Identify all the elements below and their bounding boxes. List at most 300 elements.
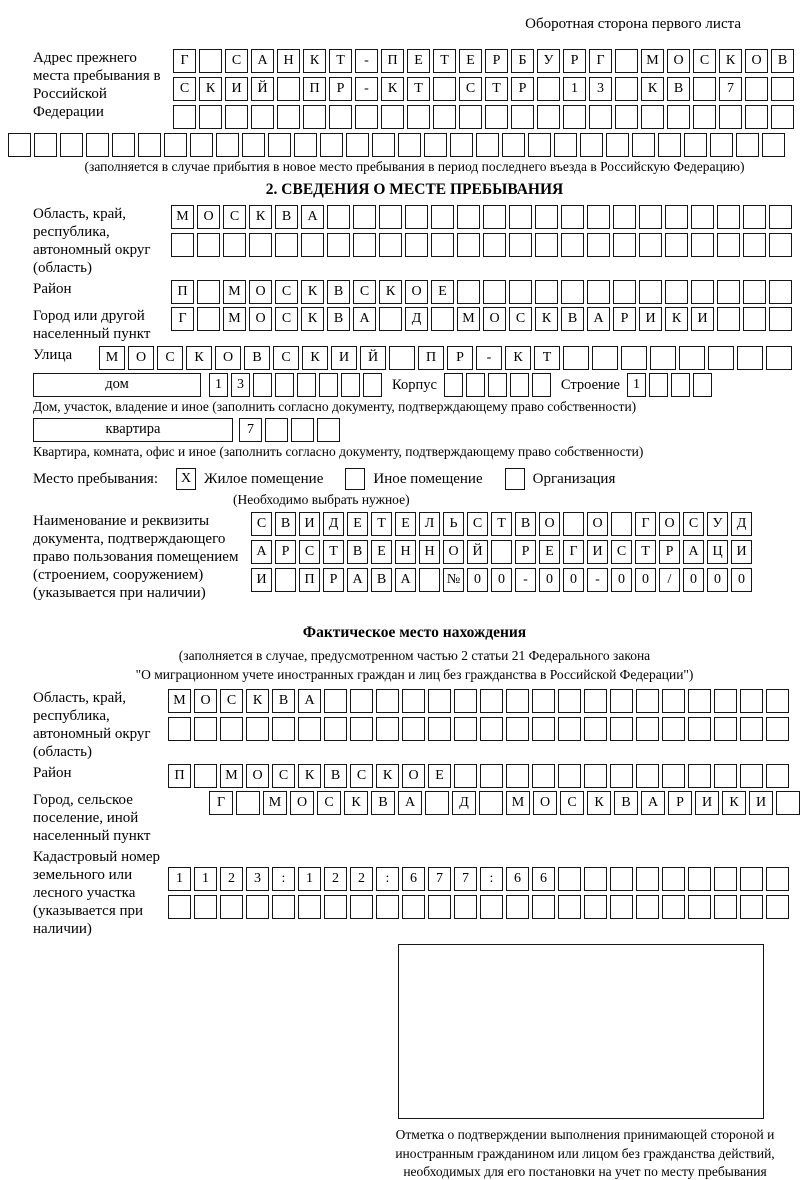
char-cell[interactable]: Е — [431, 280, 454, 304]
char-cell[interactable] — [506, 764, 529, 788]
char-cell[interactable]: Б — [511, 49, 534, 73]
char-cell[interactable] — [405, 233, 428, 257]
char-cell[interactable]: О — [246, 764, 269, 788]
char-cell[interactable]: № — [443, 568, 464, 592]
char-cell[interactable] — [693, 105, 716, 129]
char-cell[interactable] — [431, 307, 454, 331]
char-cell[interactable]: 1 — [627, 373, 646, 397]
char-cell[interactable] — [506, 717, 529, 741]
char-cell[interactable] — [168, 895, 191, 919]
char-cell[interactable]: 3 — [231, 373, 250, 397]
char-cell[interactable] — [710, 133, 733, 157]
char-cell[interactable] — [662, 764, 685, 788]
char-cell[interactable] — [398, 133, 421, 157]
char-cell[interactable] — [693, 373, 712, 397]
char-cell[interactable] — [190, 133, 213, 157]
char-cell[interactable] — [665, 280, 688, 304]
char-cell[interactable]: Т — [329, 49, 352, 73]
char-cell[interactable] — [613, 280, 636, 304]
char-cell[interactable] — [454, 717, 477, 741]
char-cell[interactable] — [580, 133, 603, 157]
char-cell[interactable]: К — [505, 346, 531, 370]
char-cell[interactable] — [511, 105, 534, 129]
char-cell[interactable] — [766, 717, 789, 741]
char-cell[interactable]: К — [246, 689, 269, 713]
char-cell[interactable]: К — [587, 791, 611, 815]
char-cell[interactable]: Ь — [443, 512, 464, 536]
char-cell[interactable]: С — [317, 791, 341, 815]
char-cell[interactable] — [268, 133, 291, 157]
char-cell[interactable]: С — [251, 512, 272, 536]
char-cell[interactable] — [291, 418, 314, 442]
char-cell[interactable] — [762, 133, 785, 157]
char-cell[interactable] — [327, 205, 350, 229]
char-cell[interactable] — [535, 280, 558, 304]
char-cell[interactable]: Т — [433, 49, 456, 73]
char-cell[interactable] — [708, 346, 734, 370]
char-cell[interactable]: Е — [459, 49, 482, 73]
char-cell[interactable] — [454, 689, 477, 713]
char-cell[interactable] — [317, 418, 340, 442]
char-cell[interactable]: П — [171, 280, 194, 304]
char-cell[interactable]: Н — [277, 49, 300, 73]
char-cell[interactable] — [691, 280, 714, 304]
char-cell[interactable]: В — [561, 307, 584, 331]
char-cell[interactable] — [714, 867, 737, 891]
char-cell[interactable]: С — [350, 764, 373, 788]
char-cell[interactable] — [615, 105, 638, 129]
char-cell[interactable] — [717, 307, 740, 331]
char-cell[interactable]: А — [395, 568, 416, 592]
char-cell[interactable] — [662, 895, 685, 919]
char-cell[interactable]: А — [683, 540, 704, 564]
char-cell[interactable]: М — [223, 307, 246, 331]
char-cell[interactable]: С — [173, 77, 196, 101]
char-cell[interactable]: С — [157, 346, 183, 370]
char-cell[interactable] — [197, 233, 220, 257]
char-cell[interactable] — [693, 77, 716, 101]
char-cell[interactable] — [376, 689, 399, 713]
char-cell[interactable] — [740, 717, 763, 741]
char-cell[interactable] — [324, 895, 347, 919]
char-cell[interactable] — [376, 895, 399, 919]
char-cell[interactable] — [745, 105, 768, 129]
char-cell[interactable] — [277, 77, 300, 101]
char-cell[interactable] — [610, 867, 633, 891]
char-cell[interactable] — [584, 764, 607, 788]
char-cell[interactable]: К — [186, 346, 212, 370]
char-cell[interactable]: Р — [511, 77, 534, 101]
char-cell[interactable]: А — [587, 307, 610, 331]
char-cell[interactable] — [197, 280, 220, 304]
char-cell[interactable]: О — [194, 689, 217, 713]
char-cell[interactable] — [34, 133, 57, 157]
char-cell[interactable] — [649, 373, 668, 397]
char-cell[interactable] — [589, 105, 612, 129]
char-cell[interactable] — [662, 867, 685, 891]
char-cell[interactable] — [740, 867, 763, 891]
char-cell[interactable]: В — [272, 689, 295, 713]
char-cell[interactable] — [615, 77, 638, 101]
char-cell[interactable]: : — [376, 867, 399, 891]
char-cell[interactable]: 1 — [209, 373, 228, 397]
char-cell[interactable] — [402, 689, 425, 713]
char-cell[interactable] — [587, 233, 610, 257]
char-cell[interactable] — [457, 233, 480, 257]
char-cell[interactable]: Р — [275, 540, 296, 564]
char-cell[interactable]: Т — [534, 346, 560, 370]
char-cell[interactable] — [615, 49, 638, 73]
char-cell[interactable] — [688, 867, 711, 891]
char-cell[interactable] — [112, 133, 135, 157]
char-cell[interactable]: 1 — [194, 867, 217, 891]
char-cell[interactable] — [346, 133, 369, 157]
char-cell[interactable]: Г — [173, 49, 196, 73]
char-cell[interactable]: Й — [360, 346, 386, 370]
char-cell[interactable]: 3 — [589, 77, 612, 101]
char-cell[interactable] — [561, 280, 584, 304]
char-cell[interactable] — [717, 280, 740, 304]
char-cell[interactable]: Р — [447, 346, 473, 370]
char-cell[interactable] — [327, 233, 350, 257]
char-cell[interactable] — [558, 867, 581, 891]
char-cell[interactable]: И — [225, 77, 248, 101]
char-cell[interactable] — [636, 689, 659, 713]
char-cell[interactable] — [584, 689, 607, 713]
char-cell[interactable]: - — [515, 568, 536, 592]
char-cell[interactable] — [745, 77, 768, 101]
char-cell[interactable] — [684, 133, 707, 157]
char-cell[interactable]: С — [299, 540, 320, 564]
char-cell[interactable] — [381, 105, 404, 129]
char-cell[interactable]: 0 — [563, 568, 584, 592]
char-cell[interactable] — [719, 105, 742, 129]
char-cell[interactable]: С — [693, 49, 716, 73]
char-cell[interactable] — [379, 233, 402, 257]
char-cell[interactable]: М — [641, 49, 664, 73]
char-cell[interactable] — [766, 689, 789, 713]
char-cell[interactable] — [431, 233, 454, 257]
char-cell[interactable]: 0 — [539, 568, 560, 592]
char-cell[interactable]: О — [249, 307, 272, 331]
char-cell[interactable]: Т — [635, 540, 656, 564]
char-cell[interactable] — [353, 205, 376, 229]
char-cell[interactable] — [613, 205, 636, 229]
char-cell[interactable] — [679, 346, 705, 370]
char-cell[interactable] — [297, 373, 316, 397]
char-cell[interactable]: О — [405, 280, 428, 304]
char-cell[interactable] — [691, 233, 714, 257]
char-cell[interactable] — [402, 895, 425, 919]
char-cell[interactable] — [428, 689, 451, 713]
char-cell[interactable] — [636, 717, 659, 741]
char-cell[interactable]: О — [128, 346, 154, 370]
char-cell[interactable] — [535, 233, 558, 257]
char-cell[interactable]: М — [171, 205, 194, 229]
char-cell[interactable] — [372, 133, 395, 157]
char-cell[interactable] — [350, 689, 373, 713]
char-cell[interactable] — [483, 233, 506, 257]
char-cell[interactable] — [606, 133, 629, 157]
char-cell[interactable] — [717, 205, 740, 229]
char-cell[interactable]: К — [301, 307, 324, 331]
char-cell[interactable] — [611, 512, 632, 536]
char-cell[interactable]: О — [667, 49, 690, 73]
char-cell[interactable] — [688, 764, 711, 788]
char-cell[interactable] — [301, 233, 324, 257]
char-cell[interactable]: И — [251, 568, 272, 592]
char-cell[interactable] — [480, 689, 503, 713]
char-cell[interactable] — [246, 895, 269, 919]
char-cell[interactable] — [771, 105, 794, 129]
char-cell[interactable]: А — [251, 540, 272, 564]
char-cell[interactable] — [561, 233, 584, 257]
house-type-box[interactable]: дом — [33, 373, 201, 397]
char-cell[interactable]: К — [344, 791, 368, 815]
char-cell[interactable] — [164, 133, 187, 157]
char-cell[interactable] — [743, 205, 766, 229]
char-cell[interactable] — [740, 764, 763, 788]
char-cell[interactable] — [407, 105, 430, 129]
char-cell[interactable] — [537, 77, 560, 101]
char-cell[interactable]: Т — [407, 77, 430, 101]
char-cell[interactable]: О — [659, 512, 680, 536]
char-cell[interactable] — [355, 105, 378, 129]
char-cell[interactable]: У — [707, 512, 728, 536]
char-cell[interactable]: В — [275, 512, 296, 536]
char-cell[interactable]: К — [199, 77, 222, 101]
char-cell[interactable] — [769, 233, 792, 257]
char-cell[interactable] — [491, 540, 512, 564]
char-cell[interactable] — [766, 895, 789, 919]
char-cell[interactable] — [277, 105, 300, 129]
char-cell[interactable]: 0 — [707, 568, 728, 592]
char-cell[interactable]: А — [347, 568, 368, 592]
char-cell[interactable]: М — [99, 346, 125, 370]
char-cell[interactable]: П — [303, 77, 326, 101]
char-cell[interactable] — [776, 791, 800, 815]
char-cell[interactable] — [450, 133, 473, 157]
char-cell[interactable] — [8, 133, 31, 157]
char-cell[interactable] — [509, 205, 532, 229]
char-cell[interactable]: С — [273, 346, 299, 370]
char-cell[interactable]: Г — [635, 512, 656, 536]
char-cell[interactable] — [138, 133, 161, 157]
char-cell[interactable]: 1 — [298, 867, 321, 891]
char-cell[interactable]: : — [480, 867, 503, 891]
char-cell[interactable] — [379, 205, 402, 229]
char-cell[interactable] — [532, 373, 551, 397]
char-cell[interactable] — [457, 280, 480, 304]
char-cell[interactable] — [535, 205, 558, 229]
char-cell[interactable]: 2 — [324, 867, 347, 891]
char-cell[interactable] — [457, 205, 480, 229]
char-cell[interactable] — [350, 895, 373, 919]
char-cell[interactable] — [194, 717, 217, 741]
char-cell[interactable] — [173, 105, 196, 129]
char-cell[interactable]: 6 — [402, 867, 425, 891]
char-cell[interactable] — [769, 280, 792, 304]
char-cell[interactable] — [662, 717, 685, 741]
char-cell[interactable] — [171, 233, 194, 257]
char-cell[interactable]: М — [457, 307, 480, 331]
char-cell[interactable]: Е — [407, 49, 430, 73]
char-cell[interactable]: О — [249, 280, 272, 304]
char-cell[interactable] — [691, 205, 714, 229]
char-cell[interactable]: 7 — [239, 418, 262, 442]
char-cell[interactable]: С — [683, 512, 704, 536]
char-cell[interactable] — [561, 205, 584, 229]
char-cell[interactable]: М — [263, 791, 287, 815]
char-cell[interactable]: С — [225, 49, 248, 73]
char-cell[interactable] — [459, 105, 482, 129]
char-cell[interactable]: Й — [467, 540, 488, 564]
char-cell[interactable]: Г — [171, 307, 194, 331]
char-cell[interactable] — [402, 717, 425, 741]
char-cell[interactable] — [389, 346, 415, 370]
char-cell[interactable]: С — [272, 764, 295, 788]
char-cell[interactable] — [242, 133, 265, 157]
char-cell[interactable] — [60, 133, 83, 157]
char-cell[interactable] — [717, 233, 740, 257]
char-cell[interactable] — [320, 133, 343, 157]
char-cell[interactable]: 0 — [491, 568, 512, 592]
char-cell[interactable]: В — [771, 49, 794, 73]
char-cell[interactable]: К — [379, 280, 402, 304]
char-cell[interactable] — [610, 717, 633, 741]
char-cell[interactable]: В — [347, 540, 368, 564]
char-cell[interactable] — [220, 895, 243, 919]
char-cell[interactable]: - — [355, 77, 378, 101]
char-cell[interactable] — [639, 233, 662, 257]
char-cell[interactable]: И — [299, 512, 320, 536]
char-cell[interactable]: Р — [485, 49, 508, 73]
char-cell[interactable] — [714, 764, 737, 788]
char-cell[interactable] — [246, 717, 269, 741]
char-cell[interactable] — [766, 867, 789, 891]
checkbox-other-premises[interactable] — [345, 468, 365, 490]
char-cell[interactable]: Й — [251, 77, 274, 101]
char-cell[interactable]: Е — [347, 512, 368, 536]
char-cell[interactable]: С — [220, 689, 243, 713]
char-cell[interactable]: С — [611, 540, 632, 564]
char-cell[interactable] — [350, 717, 373, 741]
char-cell[interactable]: К — [301, 280, 324, 304]
char-cell[interactable]: / — [659, 568, 680, 592]
char-cell[interactable]: 0 — [467, 568, 488, 592]
char-cell[interactable]: Г — [563, 540, 584, 564]
char-cell[interactable] — [86, 133, 109, 157]
char-cell[interactable]: Р — [323, 568, 344, 592]
char-cell[interactable]: С — [353, 280, 376, 304]
char-cell[interactable] — [480, 895, 503, 919]
char-cell[interactable] — [563, 105, 586, 129]
char-cell[interactable] — [558, 689, 581, 713]
char-cell[interactable] — [220, 717, 243, 741]
char-cell[interactable] — [454, 764, 477, 788]
char-cell[interactable]: О — [443, 540, 464, 564]
char-cell[interactable] — [563, 512, 584, 536]
char-cell[interactable] — [641, 105, 664, 129]
char-cell[interactable] — [479, 791, 503, 815]
char-cell[interactable]: Е — [371, 540, 392, 564]
char-cell[interactable]: 1 — [168, 867, 191, 891]
char-cell[interactable] — [610, 895, 633, 919]
char-cell[interactable] — [379, 307, 402, 331]
char-cell[interactable]: 0 — [611, 568, 632, 592]
char-cell[interactable] — [483, 205, 506, 229]
char-cell[interactable]: 7 — [719, 77, 742, 101]
char-cell[interactable] — [587, 205, 610, 229]
char-cell[interactable]: Т — [371, 512, 392, 536]
char-cell[interactable] — [485, 105, 508, 129]
char-cell[interactable] — [272, 717, 295, 741]
char-cell[interactable] — [736, 133, 759, 157]
char-cell[interactable]: К — [641, 77, 664, 101]
char-cell[interactable] — [353, 233, 376, 257]
char-cell[interactable]: И — [691, 307, 714, 331]
char-cell[interactable]: Р — [613, 307, 636, 331]
char-cell[interactable]: - — [587, 568, 608, 592]
char-cell[interactable]: И — [749, 791, 773, 815]
char-cell[interactable] — [298, 717, 321, 741]
char-cell[interactable] — [168, 717, 191, 741]
char-cell[interactable] — [510, 373, 529, 397]
char-cell[interactable] — [298, 895, 321, 919]
char-cell[interactable] — [405, 205, 428, 229]
char-cell[interactable]: В — [327, 307, 350, 331]
char-cell[interactable] — [610, 764, 633, 788]
char-cell[interactable]: Д — [452, 791, 476, 815]
char-cell[interactable]: Т — [491, 512, 512, 536]
char-cell[interactable]: Т — [323, 540, 344, 564]
char-cell[interactable]: К — [722, 791, 746, 815]
char-cell[interactable]: Д — [731, 512, 752, 536]
char-cell[interactable]: В — [515, 512, 536, 536]
char-cell[interactable] — [509, 233, 532, 257]
char-cell[interactable] — [665, 205, 688, 229]
char-cell[interactable]: У — [537, 49, 560, 73]
char-cell[interactable] — [636, 867, 659, 891]
char-cell[interactable] — [714, 717, 737, 741]
char-cell[interactable] — [488, 373, 507, 397]
char-cell[interactable]: С — [275, 307, 298, 331]
char-cell[interactable]: К — [665, 307, 688, 331]
char-cell[interactable] — [769, 205, 792, 229]
char-cell[interactable] — [532, 895, 555, 919]
char-cell[interactable]: К — [303, 49, 326, 73]
char-cell[interactable] — [225, 105, 248, 129]
char-cell[interactable] — [658, 133, 681, 157]
char-cell[interactable]: О — [587, 512, 608, 536]
char-cell[interactable]: В — [371, 791, 395, 815]
char-cell[interactable] — [532, 689, 555, 713]
char-cell[interactable] — [688, 895, 711, 919]
char-cell[interactable] — [592, 346, 618, 370]
char-cell[interactable]: М — [168, 689, 191, 713]
char-cell[interactable] — [433, 77, 456, 101]
char-cell[interactable] — [554, 133, 577, 157]
char-cell[interactable]: - — [355, 49, 378, 73]
char-cell[interactable] — [483, 280, 506, 304]
char-cell[interactable]: С — [560, 791, 584, 815]
char-cell[interactable] — [428, 895, 451, 919]
char-cell[interactable] — [275, 373, 294, 397]
char-cell[interactable] — [667, 105, 690, 129]
char-cell[interactable] — [740, 895, 763, 919]
checkbox-residential[interactable]: X — [176, 468, 196, 490]
char-cell[interactable] — [506, 689, 529, 713]
